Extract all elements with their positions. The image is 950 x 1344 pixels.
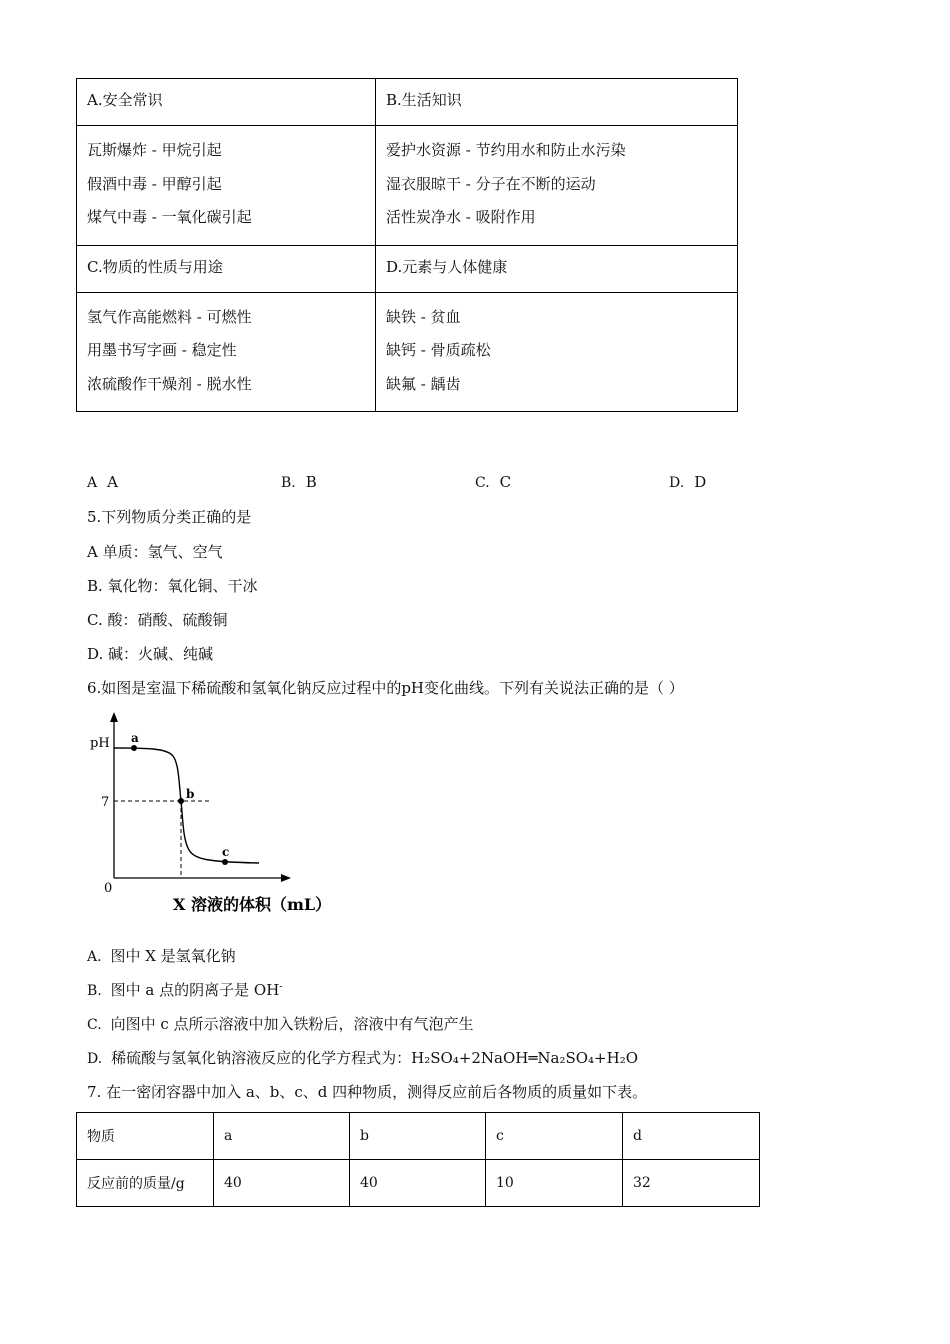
point-b-label: b (186, 787, 195, 801)
point-c (222, 859, 228, 865)
q6-option-d[interactable] (87, 1047, 638, 1068)
table-cell: 40 (214, 1160, 350, 1207)
list-item: 活性炭净水 - 吸附作用 (386, 208, 536, 226)
list-item: 用墨书写字画 - 稳定性 (87, 341, 237, 359)
list-item: 浓硫酸作干燥剂 - 脱水性 (87, 374, 252, 393)
option-text: 图中 a 点的阴离子是 OH (110, 981, 280, 999)
option-letter: A. (87, 949, 102, 965)
table-cell: 40 (350, 1160, 486, 1207)
option-text: 向图中 c 点所示溶液中加入铁粉后，溶液中有气泡产生 (110, 1015, 474, 1033)
cell-c-body (77, 292, 376, 412)
option-letter: D. (87, 1051, 103, 1067)
y-axis-arrow (110, 712, 118, 722)
origin-label: 0 (104, 881, 113, 896)
table-header-cell: c (486, 1113, 623, 1160)
table-header-cell: a (214, 1113, 350, 1160)
list-item: 瓦斯爆炸 - 甲烷引起 (87, 141, 222, 159)
point-c-label: c (222, 845, 230, 859)
q5-option-d[interactable]: D. 碱：火碱、纯碱 (87, 645, 214, 663)
q4-knowledge-table (76, 78, 738, 412)
option-text: D (694, 473, 707, 491)
point-a-label: a (131, 731, 139, 745)
option-letter: A (87, 475, 98, 491)
list-item: 氢气作高能燃料 - 可燃性 (87, 307, 252, 326)
q4-option-a[interactable] (87, 473, 118, 491)
chemical-equation: H₂SO₄+2NaOH═Na₂SO₄+H₂O (411, 1049, 639, 1067)
list-item: 湿衣服晾干 - 分子在不断的运动 (386, 174, 596, 193)
list-item: 煤气中毒 - 一氧化碳引起 (87, 208, 252, 226)
option-text: A (107, 473, 118, 491)
cell-d-header: D.元素与人体健康 (376, 245, 738, 292)
option-text: 图中 X 是氢氧化钠 (110, 947, 236, 965)
table-row (77, 1113, 760, 1160)
cell-a-header: A.安全常识 (77, 79, 376, 126)
superscript: - (279, 981, 283, 993)
table-cell: 32 (623, 1160, 760, 1207)
cell-a-body (77, 126, 376, 246)
cell-b-body (376, 126, 738, 246)
table-cell: 10 (486, 1160, 623, 1207)
q6-option-b[interactable] (87, 979, 283, 1000)
option-text: 稀硫酸与氢氧化钠溶液反应的化学方程式为： (111, 1049, 412, 1067)
q5-option-c[interactable]: C. 酸：硝酸、硫酸铜 (87, 611, 228, 629)
point-a (131, 745, 137, 751)
ph-curve (114, 748, 259, 863)
list-item: 缺铁 - 贫血 (386, 307, 461, 326)
option-text: C (499, 473, 512, 491)
q5-stem: 5.下列物质分类正确的是 (87, 508, 252, 526)
table-header-cell: 物质 (77, 1113, 214, 1160)
q6-option-c[interactable] (87, 1013, 474, 1034)
q4-option-b[interactable] (281, 473, 317, 491)
q6-stem: 6.如图是室温下稀硫酸和氢氧化钠反应过程中的pH变化曲线。下列有关说法正确的是（ ） (87, 679, 684, 697)
y-axis-label: pH (90, 736, 110, 751)
table-row (77, 1160, 760, 1207)
q4-option-d[interactable] (669, 473, 706, 491)
ph-curve-graph (85, 708, 355, 920)
q6-option-a[interactable] (87, 945, 236, 966)
option-text: B (305, 473, 317, 491)
q5-option-a[interactable]: A 单质：氢气、空气 (87, 543, 223, 561)
q5-option-b[interactable]: B. 氧化物：氧化铜、干冰 (87, 577, 258, 595)
option-letter: C. (475, 475, 490, 491)
list-item: 假酒中毒 - 甲醇引起 (87, 174, 222, 193)
list-item: 爱护水资源 - 节约用水和防止水污染 (386, 141, 626, 159)
option-letter: C. (87, 1017, 102, 1033)
option-letter: B. (281, 475, 296, 491)
cell-b-header: B.生活知识 (376, 79, 738, 126)
y-tick-7: 7 (101, 795, 110, 810)
cell-c-header: C.物质的性质与用途 (77, 245, 376, 292)
x-axis-arrow (281, 874, 291, 882)
x-axis-label: X 溶液的体积（mL） (173, 895, 332, 914)
q7-stem: 7. 在一密闭容器中加入 a、b、c、d 四种物质，测得反应前后各物质的质量如下表。 (87, 1083, 648, 1101)
table-cell: 反应前的质量/g (77, 1160, 214, 1207)
point-b (178, 798, 184, 804)
table-header-cell: d (623, 1113, 760, 1160)
list-item: 缺氟 - 龋齿 (386, 374, 461, 393)
cell-d-body (376, 292, 738, 412)
list-item: 缺钙 - 骨质疏松 (386, 341, 491, 359)
q4-option-c[interactable] (475, 473, 511, 491)
q7-mass-table (76, 1112, 760, 1207)
option-letter: B. (87, 983, 102, 999)
table-header-cell: b (350, 1113, 486, 1160)
option-letter: D. (669, 475, 685, 491)
